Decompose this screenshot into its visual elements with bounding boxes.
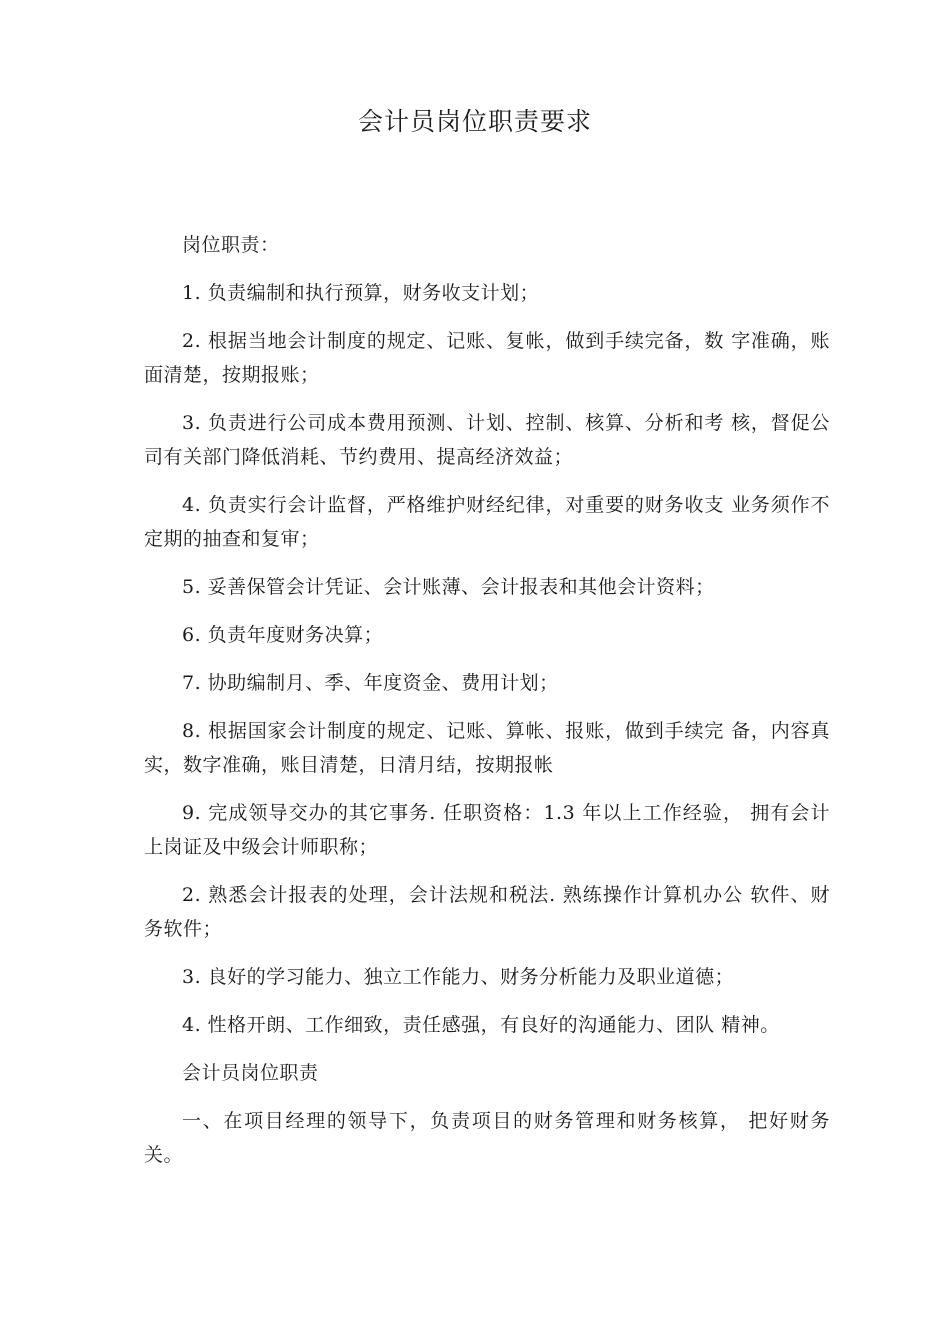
paragraph-duty-6: 6. 负责年度财务决算； xyxy=(182,624,384,646)
paragraph-qualification-3: 3. 良好的学习能力、独立工作能力、财务分析能力及职业道德； xyxy=(182,966,735,988)
paragraph-duty-1: 1. 负责编制和执行预算，财务收支计划； xyxy=(182,282,540,304)
document-body xyxy=(144,228,830,1186)
paragraph-qualification-2: 2. 熟悉会计报表的处理，会计法规和税法. 熟练操作计算机办公 软件、财务软件； xyxy=(144,884,830,940)
paragraph-duty-2: 2. 根据当地会计制度的规定、记账、复帐，做到手续完备，数 字准确，账面清楚，按期报账； xyxy=(144,330,830,386)
paragraph-qualification-4: 4. 性格开朗、工作细致，责任感强，有良好的沟通能力、团队 精神。 xyxy=(182,1014,780,1036)
paragraph-duties-heading: 岗位职责： xyxy=(182,234,280,256)
paragraph-duty-5: 5. 妥善保管会计凭证、会计账薄、会计报表和其他会计资料； xyxy=(182,576,715,598)
paragraph-section-item-1: 一、在项目经理的领导下，负责项目的财务管理和财务核算， 把好财务关。 xyxy=(144,1110,830,1166)
paragraph-section-heading: 会计员岗位职责 xyxy=(182,1062,319,1084)
paragraph-duty-9: 9. 完成领导交办的其它事务. 任职资格：1.3 年以上工作经验， 拥有会计上岗证及中级会计师职称； xyxy=(144,802,830,858)
paragraph-duty-4: 4. 负责实行会计监督，严格维护财经纪律，对重要的财务收支 业务须作不定期的抽查和复审； xyxy=(144,494,830,550)
paragraph-duty-7: 7. 协助编制月、季、年度资金、费用计划； xyxy=(182,672,559,694)
paragraph-duty-3: 3. 负责进行公司成本费用预测、计划、控制、核算、分析和考 核，督促公司有关部门降低消耗、节约费用、提高经济效益； xyxy=(144,412,830,468)
document-title: 会计员岗位职责要求 xyxy=(357,107,592,136)
paragraph-duty-8: 8. 根据国家会计制度的规定、记账、算帐、报账，做到手续完 备，内容真实，数字准确，账目清楚，日清月结，按期报帐 xyxy=(144,720,830,776)
